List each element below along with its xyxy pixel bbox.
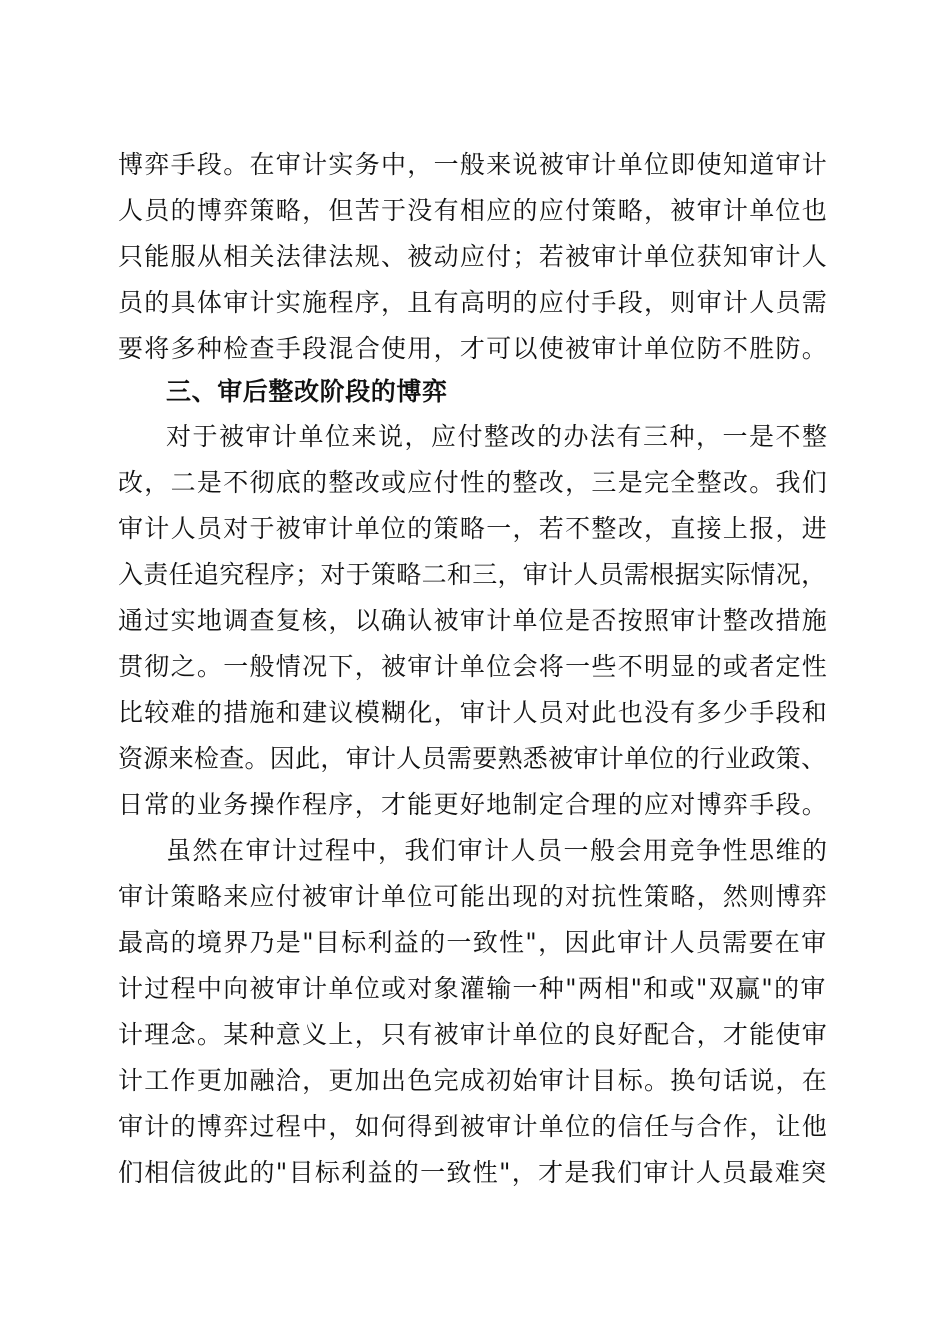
- paragraph-line: 最高的境界乃是"目标利益的一致性"，因此审计人员需要在审: [118, 928, 828, 957]
- paragraph-line: 计理念。某种意义上，只有被审计单位的良好配合，才能使审: [118, 1020, 829, 1049]
- paragraph-line: 改，二是不彻底的整改或应付性的整改，三是完全整改。我们: [118, 468, 829, 497]
- paragraph-line: 比较难的措施和建议模糊化，审计人员对此也没有多少手段和: [118, 698, 829, 727]
- paragraph-line: 人员的博弈策略，但苦于没有相应的应付策略，被审计单位也: [118, 196, 829, 225]
- paragraph-line: 计过程中向被审计单位或对象灌输一种"两相"和或"双赢"的审: [118, 974, 827, 1003]
- paragraph-line: 资源来检查。因此，审计人员需要熟悉被审计单位的行业政策、: [118, 744, 827, 773]
- paragraph-line: 入责任追究程序；对于策略二和三，审计人员需根据实际情况，: [118, 560, 827, 589]
- section-heading: 三、审后整改阶段的博弈: [166, 377, 448, 406]
- paragraph-line: 通过实地调查复核，以确认被审计单位是否按照审计整改措施: [118, 606, 829, 635]
- paragraph-line: 审计人员对于被审计单位的策略一，若不整改，直接上报，进: [118, 514, 829, 543]
- paragraph-line: 员的具体审计实施程序，且有高明的应付手段，则审计人员需: [118, 288, 829, 317]
- paragraph-line: 虽然在审计过程中，我们审计人员一般会用竞争性思维的: [166, 836, 829, 865]
- paragraph-line: 只能服从相关法律法规、被动应付；若被审计单位获知审计人: [118, 242, 829, 271]
- paragraph-line: 贯彻之。一般情况下，被审计单位会将一些不明显的或者定性: [118, 652, 829, 681]
- paragraph-line: 博弈手段。在审计实务中，一般来说被审计单位即使知道审计: [118, 150, 829, 179]
- paragraph-line: 审计的博弈过程中，如何得到被审计单位的信任与合作，让他: [118, 1112, 829, 1141]
- paragraph-line: 计工作更加融洽，更加出色完成初始审计目标。换句话说，在: [118, 1066, 829, 1095]
- paragraph-line: 审计策略来应付被审计单位可能出现的对抗性策略，然则博弈: [118, 882, 829, 911]
- paragraph-line: 要将多种检查手段混合使用，才可以使被审计单位防不胜防。: [118, 334, 829, 363]
- paragraph-line: 们相信彼此的"目标利益的一致性"，才是我们审计人员最难突: [118, 1158, 828, 1187]
- paragraph-line: 日常的业务操作程序，才能更好地制定合理的应对博弈手段。: [118, 790, 829, 819]
- paragraph-line: 对于被审计单位来说，应付整改的办法有三种，一是不整: [166, 422, 829, 451]
